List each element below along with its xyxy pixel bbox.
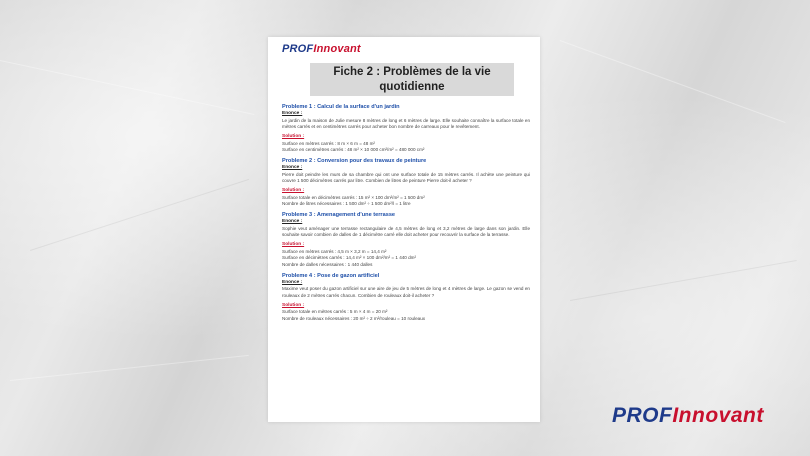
solution-line: Nombre de rouleaux nécessaires : 20 m² ÷ 2 m²/rouleau = 10 rouleaux	[282, 315, 426, 321]
enonce-text: Pierre doit peindre les murs de sa chambre qui ont une surface totale de 15 mètres carrés. Il achète une peinture qui couvre 1 500 décimètres carrés par litre. Combien de litres de peinture Pierre doit-il acheter ?	[282, 171, 530, 183]
worksheet-page	[268, 37, 540, 422]
problem-2	[282, 157, 530, 207]
corner-logo	[612, 404, 764, 428]
worksheet-title-line1: Fiche 2 : Problèmes de la vie	[333, 66, 491, 78]
solution-line: Surface totale en mètres carrés : 5 m × 4 m = 20 m²	[282, 309, 388, 315]
page-logo-prof: PROF	[282, 43, 314, 55]
corner-logo-innovant: Innovant	[672, 404, 764, 427]
solution-line: Surface en mètres carrés : 4,5 m × 3,2 m = 14,4 m²	[282, 248, 387, 254]
problem-title: Probleme 4 : Pose de gazon artificiel	[282, 272, 380, 279]
solution-label: Solution :	[282, 302, 305, 308]
page-logo	[282, 43, 361, 55]
solution-line: Surface totale en décimètres carrés : 15 m² × 100 dm²/m² = 1 500 dm²	[282, 194, 425, 200]
enonce-label: Enonce :	[282, 279, 303, 285]
enonce-text: Le jardin de la maison de Julie mesure 8 mètres de long et 6 mètres de large. Elle souhaite connaître la surface totale en mètres carrés et en centimètres carrés pour acheter bon nombre de carreaux pour le revêtement.	[282, 117, 530, 129]
problem-3	[282, 211, 530, 267]
problem-title: Probleme 1 : Calcul de la surface d'un jardin	[282, 104, 400, 110]
worksheet-title	[310, 63, 514, 96]
problem-4	[282, 272, 530, 322]
solution-line: Nombre de litres nécessaires : 1 500 dm² ÷ 1 500 dm²/l = 1 litre	[282, 201, 411, 207]
corner-logo-prof: PROF	[612, 404, 673, 427]
enonce-label: Enonce :	[282, 165, 303, 171]
enonce-label: Enonce :	[282, 219, 303, 225]
enonce-text: Maxime veut poser du gazon artificiel sur une aire de jeu de 5 mètres de long et 4 mètres de large. Le gazon se vend en rouleaux de 2 mètres carrés chacun. Combien de rouleaux doit-il acheter ?	[282, 286, 530, 298]
solution-label: Solution :	[282, 242, 305, 248]
enonce-label: Enonce :	[282, 111, 303, 116]
solution-line: Surface en mètres carrés : 8 m × 6 m = 48 m²	[282, 140, 375, 146]
enonce-text: Sophie veut aménager une terrasse rectangulaire de 4,5 mètres de long et 3,2 mètres de large dans son jardin. Elle souhaite savoir combien de dalles de 1 décimètre carré elle doit acheter pour recouvrir la surface de la terrasse.	[282, 225, 530, 238]
solution-line: Nombre de dalles nécessaires : 1 440 dalles	[282, 261, 373, 267]
problem-title: Probleme 3 : Amenagement d'une terrasse	[282, 212, 396, 219]
worksheet-title-line2: quotidienne	[379, 81, 445, 93]
page-logo-innovant: Innovant	[313, 43, 361, 55]
problem-title: Probleme 2 : Conversion pour des travaux de peinture	[282, 158, 427, 165]
solution-line: Surface en centimètres carrés : 48 m² × 10 000 cm²/m² = 480 000 cm²	[282, 146, 425, 152]
worksheet-content	[282, 103, 530, 326]
solution-label: Solution :	[282, 134, 305, 140]
solution-line: Surface en décimètres carrés : 14,4 m² × 100 dm²/m² = 1 440 dm²	[282, 255, 417, 261]
solution-label: Solution :	[282, 188, 305, 194]
problem-1	[282, 103, 530, 153]
